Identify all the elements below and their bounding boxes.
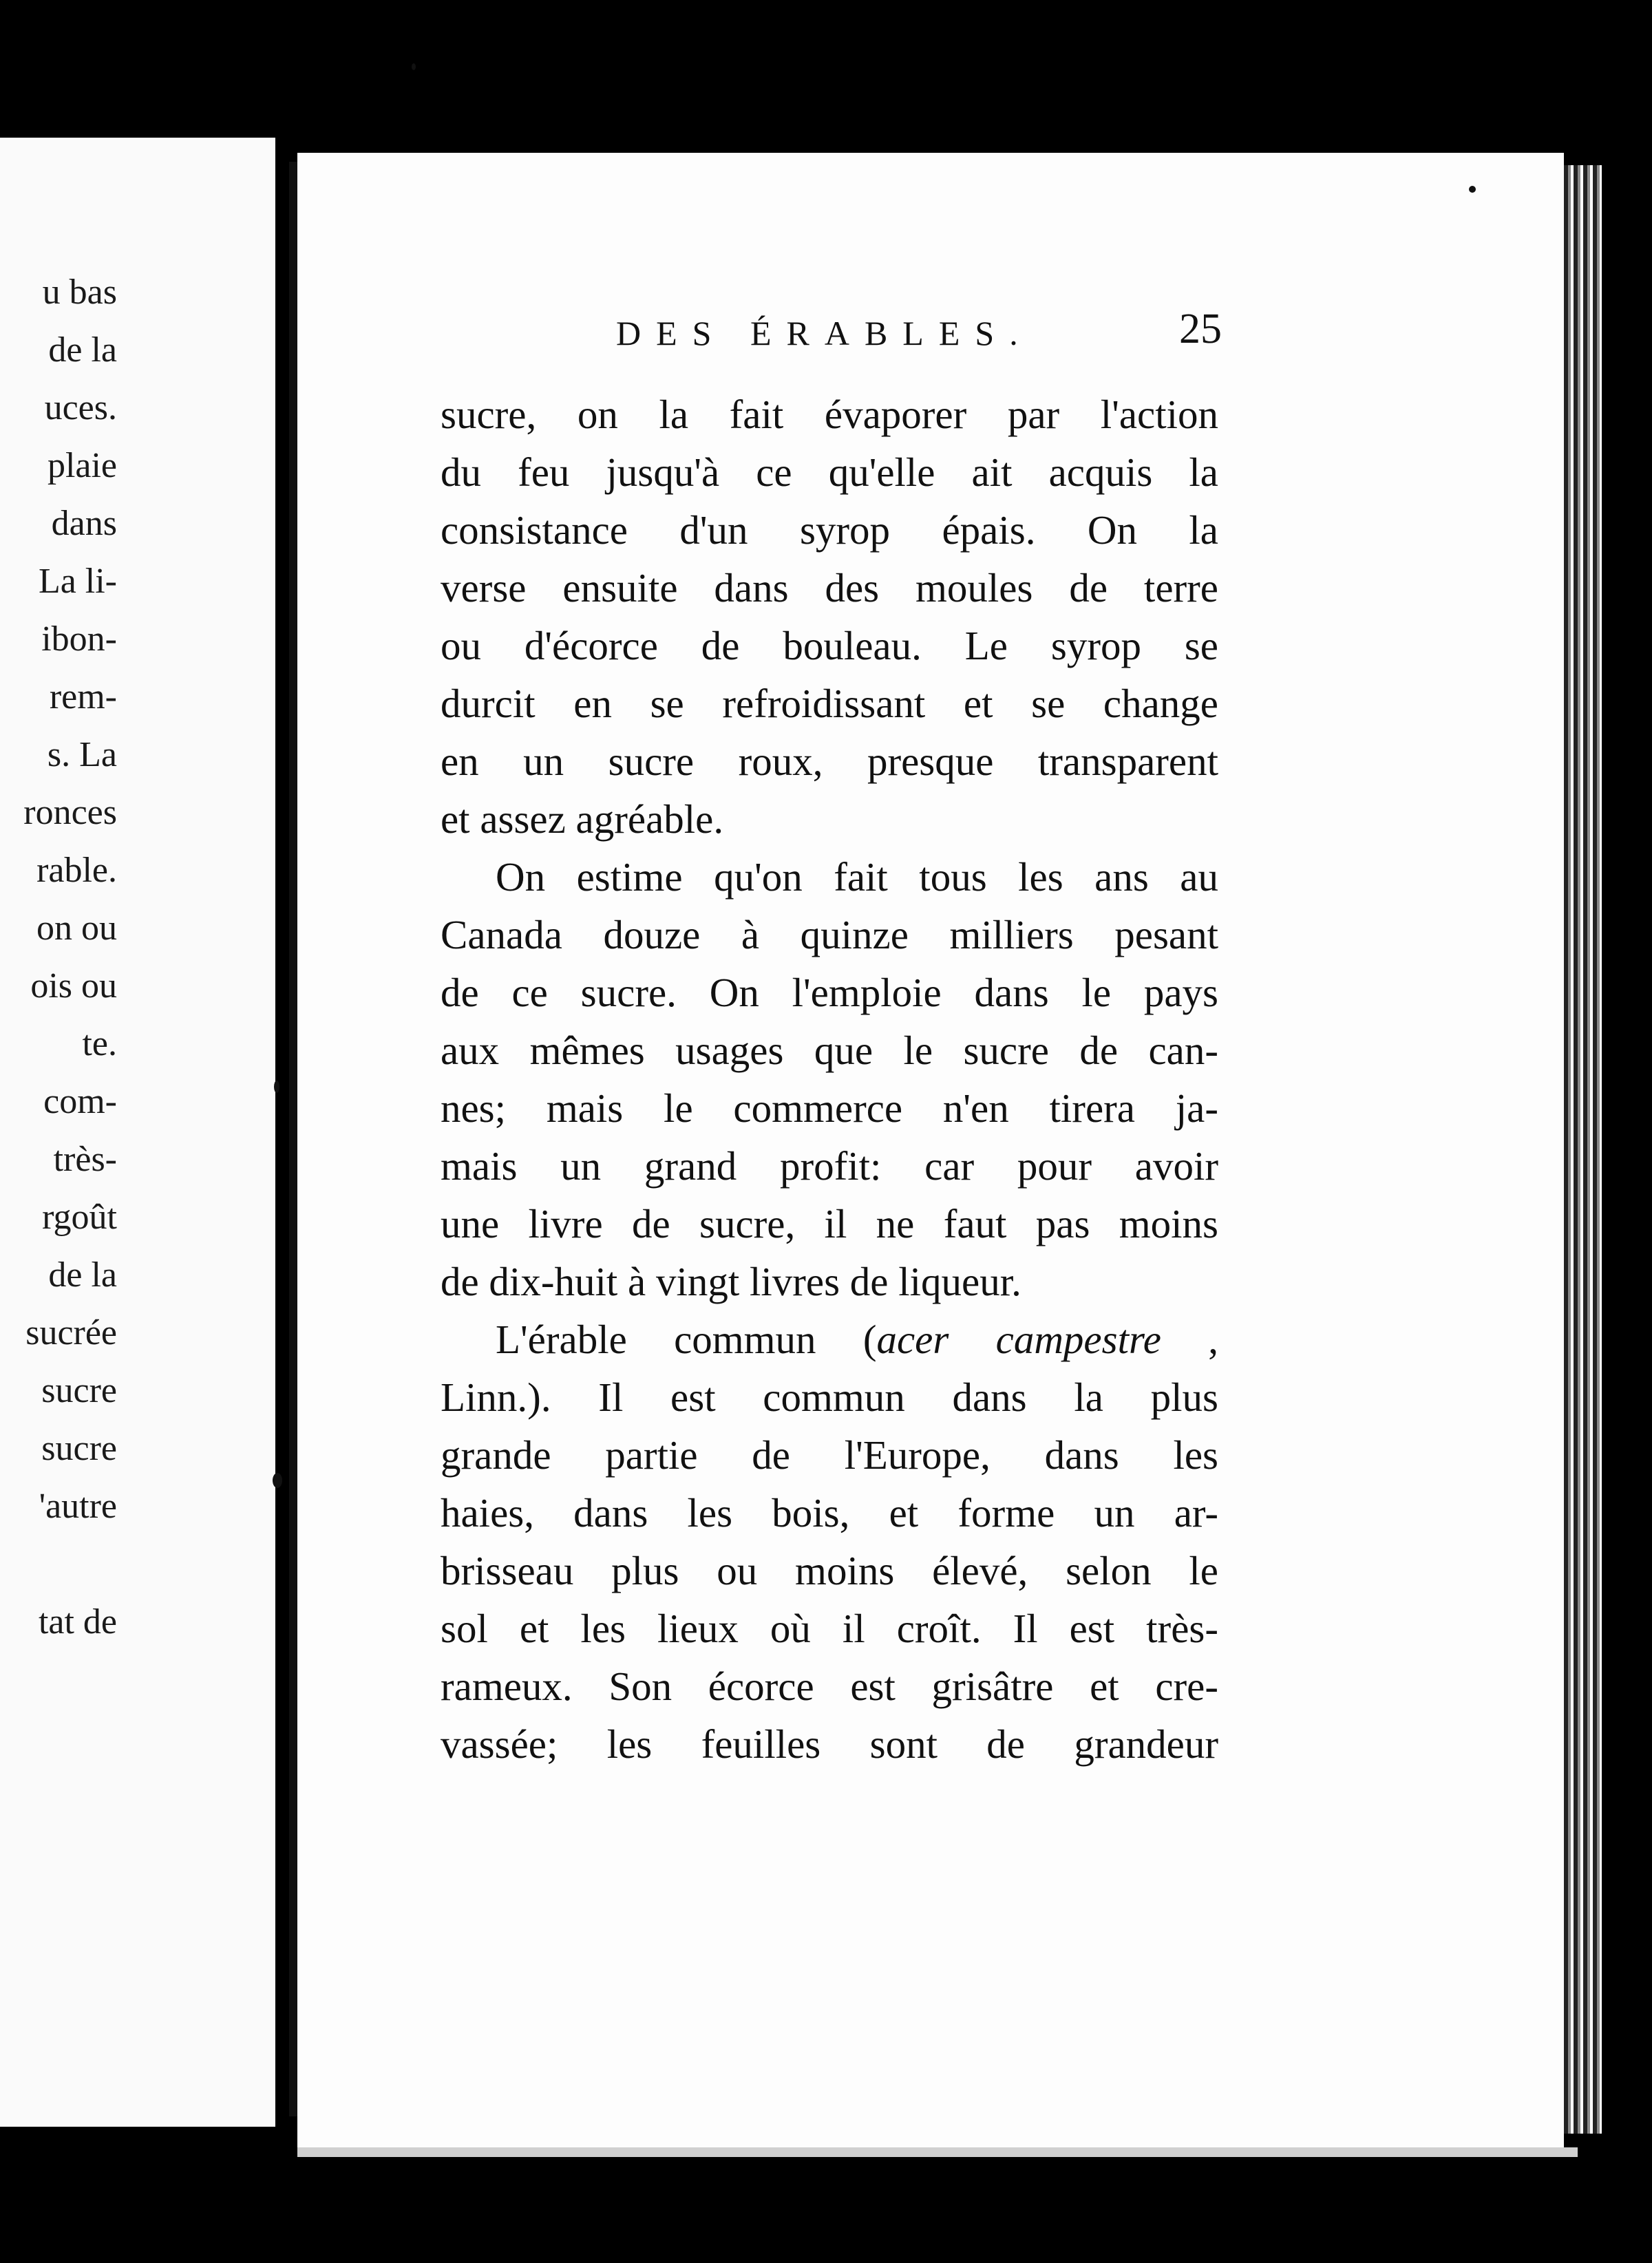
- page-bottom-edge: [297, 2147, 1578, 2157]
- left-page-fragment: u bas: [42, 273, 117, 312]
- page-header: [616, 306, 1222, 361]
- left-page-fragment: dans: [51, 504, 117, 543]
- text-line: ou d'écorce de bouleau. Le syrop se: [441, 623, 1218, 668]
- text-line: en un sucre roux, presque transparent: [441, 739, 1218, 784]
- left-page-fragment: plaie: [47, 446, 117, 485]
- gutter-mark: [273, 1473, 282, 1488]
- text-line: durcit en se refroidissant et se change: [441, 681, 1218, 726]
- text-line: [441, 1310, 1218, 1368]
- text-line: On estime qu'on fait tous les ans au: [496, 854, 1218, 900]
- left-page-fragment: tat de: [38, 1602, 117, 1642]
- left-page-fragment: sucre: [41, 1371, 117, 1410]
- text-line: de ce sucre. On l'emploie dans le pays: [441, 970, 1218, 1015]
- left-page-fragment: rgoût: [42, 1198, 117, 1237]
- text-line: et assez agréable.: [441, 796, 724, 842]
- left-page-fragment: uces.: [44, 388, 117, 427]
- left-page-fragment: de la: [48, 330, 117, 370]
- left-page-fragment: sucre: [41, 1429, 117, 1468]
- speck: [1469, 186, 1476, 193]
- page-edge: [1564, 165, 1602, 2134]
- text-line: Canada douze à quinze milliers pesant: [441, 912, 1218, 957]
- left-page-fragment: La li-: [38, 562, 117, 601]
- body-text: [441, 385, 1218, 1773]
- text-line: mais un grand profit: car pour avoir: [441, 1143, 1218, 1189]
- page-number: 25: [1179, 306, 1222, 352]
- left-page-fragment: ronces: [23, 793, 117, 832]
- left-page-fragment: très-: [53, 1140, 117, 1179]
- text-line: du feu jusqu'à ce qu'elle ait acquis la: [441, 449, 1218, 495]
- text-line: de dix-huit à vingt livres de liqueur.: [441, 1259, 1021, 1304]
- text-line: Linn.). Il est commun dans la plus: [441, 1374, 1218, 1420]
- text-segment: ,: [1208, 1317, 1218, 1362]
- text-line: une livre de sucre, il ne faut pas moins: [441, 1201, 1218, 1246]
- latin-name: acer campestre: [876, 1317, 1161, 1362]
- left-page-fragment: ibon-: [41, 619, 117, 659]
- text-line: brisseau plus ou moins élevé, selon le: [441, 1548, 1218, 1593]
- left-page-fragment: te.: [82, 1024, 117, 1063]
- text-line: nes; mais le commerce n'en tirera ja-: [441, 1085, 1218, 1131]
- text-line: verse ensuite dans des moules de terre: [441, 565, 1218, 610]
- left-page-fragment: de la: [48, 1255, 117, 1295]
- speck: [412, 63, 416, 70]
- text-line: haies, dans les bois, et forme un ar-: [441, 1490, 1218, 1536]
- left-page-fragment: rem-: [49, 677, 117, 716]
- left-page-fragment: s. La: [47, 735, 117, 774]
- gutter-mark: [274, 1081, 279, 1093]
- left-page-fragment: 'autre: [39, 1487, 117, 1526]
- text-line: aux mêmes usages que le sucre de can-: [441, 1028, 1218, 1073]
- left-page-fragment: rable.: [36, 851, 117, 890]
- text-segment: L'érable commun (: [496, 1317, 877, 1362]
- running-title: DES ÉRABLES.: [616, 314, 1033, 352]
- text-line: sucre, on la fait évaporer par l'action: [441, 392, 1218, 437]
- text-line: sol et les lieux où il croît. Il est très-: [441, 1606, 1218, 1651]
- text-line: grande partie de l'Europe, dans les: [441, 1432, 1218, 1478]
- gutter-rule: [289, 162, 297, 2116]
- text-line: rameux. Son écorce est grisâtre et cre-: [441, 1664, 1218, 1709]
- text-line: consistance d'un syrop épais. On la: [441, 507, 1218, 553]
- left-page-fragment: sucrée: [25, 1313, 117, 1352]
- left-page-fragment: ois ou: [30, 966, 117, 1006]
- left-page-fragment: com-: [43, 1082, 117, 1121]
- left-page: [0, 138, 275, 2127]
- left-page-fragment: on ou: [36, 909, 117, 948]
- text-line: vassée; les feuilles sont de grandeur: [441, 1721, 1218, 1767]
